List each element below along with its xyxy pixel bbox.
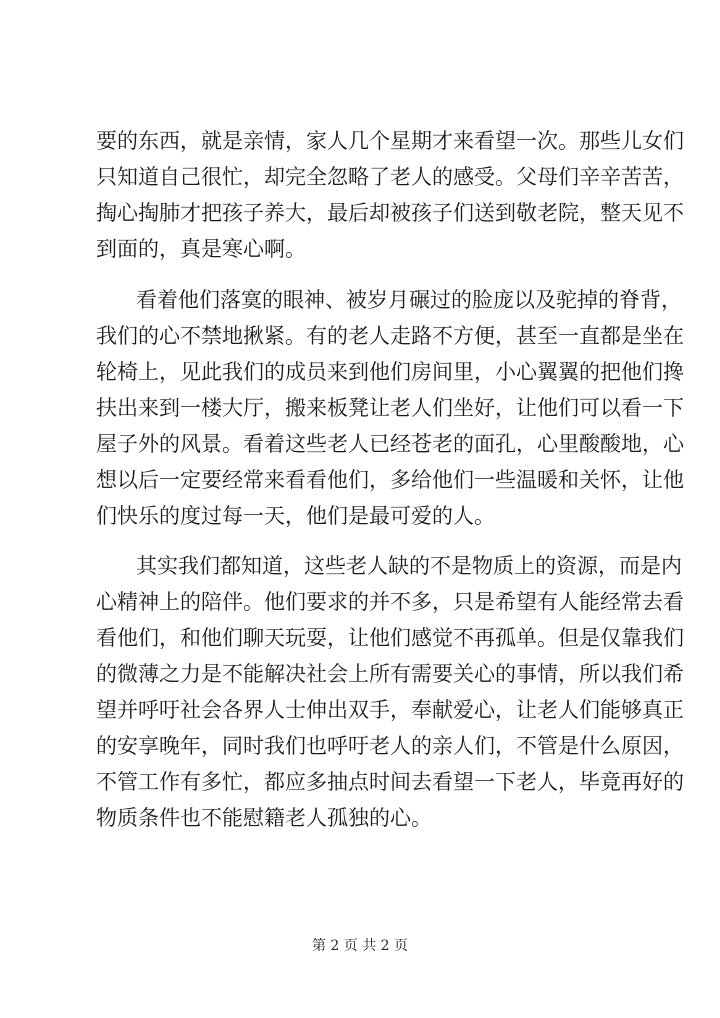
paragraph-1-line-1: 要的东西，就是亲情，家人几个星期才来看望一次。那些儿女们	[96, 129, 684, 153]
paragraph-2-line-4: 扶出来到一楼大厅，搬来板凳让老人们坐好，让他们可以看一下	[96, 396, 684, 420]
paragraph-2-line-7: 们快乐的度过每一天，他们是最可爱的人。	[96, 504, 495, 528]
paragraph-1-line-4: 到面的，真是寒心啊。	[96, 237, 306, 261]
paragraph-2-line-2: 我们的心不禁地揪紧。有的老人走路不方便，甚至一直都是坐在	[96, 324, 684, 348]
paragraph-3-line-8: 物质条件也不能慰籍老人孤独的心。	[96, 806, 432, 830]
paragraph-2-line-5: 屋子外的风景。看着这些老人已经苍老的面孔，心里酸酸地，心	[96, 432, 684, 456]
paragraph-3-line-4: 的微薄之力是不能解决社会上所有需要关心的事情，所以我们希	[96, 662, 684, 686]
paragraph-3-line-2: 心精神上的陪伴。他们要求的并不多，只是希望有人能经常去看	[96, 590, 684, 614]
paragraph-2-line-3: 轮椅上，见此我们的成员来到他们房间里，小心翼翼的把他们搀	[96, 360, 684, 384]
paragraph-3-line-1: 其实我们都知道，这些老人缺的不是物质上的资源，而是内	[136, 554, 682, 578]
paragraph-3-line-5: 望并呼吁社会各界人士伸出双手，奉献爱心，让老人们能够真正	[96, 698, 684, 722]
paragraph-3-line-6: 的安享晚年，同时我们也呼吁老人的亲人们，不管是什么原因，	[96, 734, 684, 758]
paragraph-1-line-3: 掏心掏肺才把孩子养大，最后却被孩子们送到敬老院，整天见不	[96, 201, 684, 225]
page-number-footer: 第 2 页 共 2 页	[311, 938, 409, 954]
paragraph-2-line-6: 想以后一定要经常来看看他们，多给他们一些温暖和关怀，让他	[96, 468, 684, 492]
paragraph-3-line-7: 不管工作有多忙，都应多抽点时间去看望一下老人，毕竟再好的	[96, 770, 684, 794]
paragraph-2-line-1: 看着他们落寞的眼神、被岁月碾过的脸庞以及驼掉的脊背，	[136, 288, 682, 312]
paragraph-1-line-2: 只知道自己很忙，却完全忽略了老人的感受。父母们辛辛苦苦，	[96, 165, 684, 189]
paragraph-3-line-3: 看他们，和他们聊天玩耍，让他们感觉不再孤单。但是仅靠我们	[96, 626, 684, 650]
